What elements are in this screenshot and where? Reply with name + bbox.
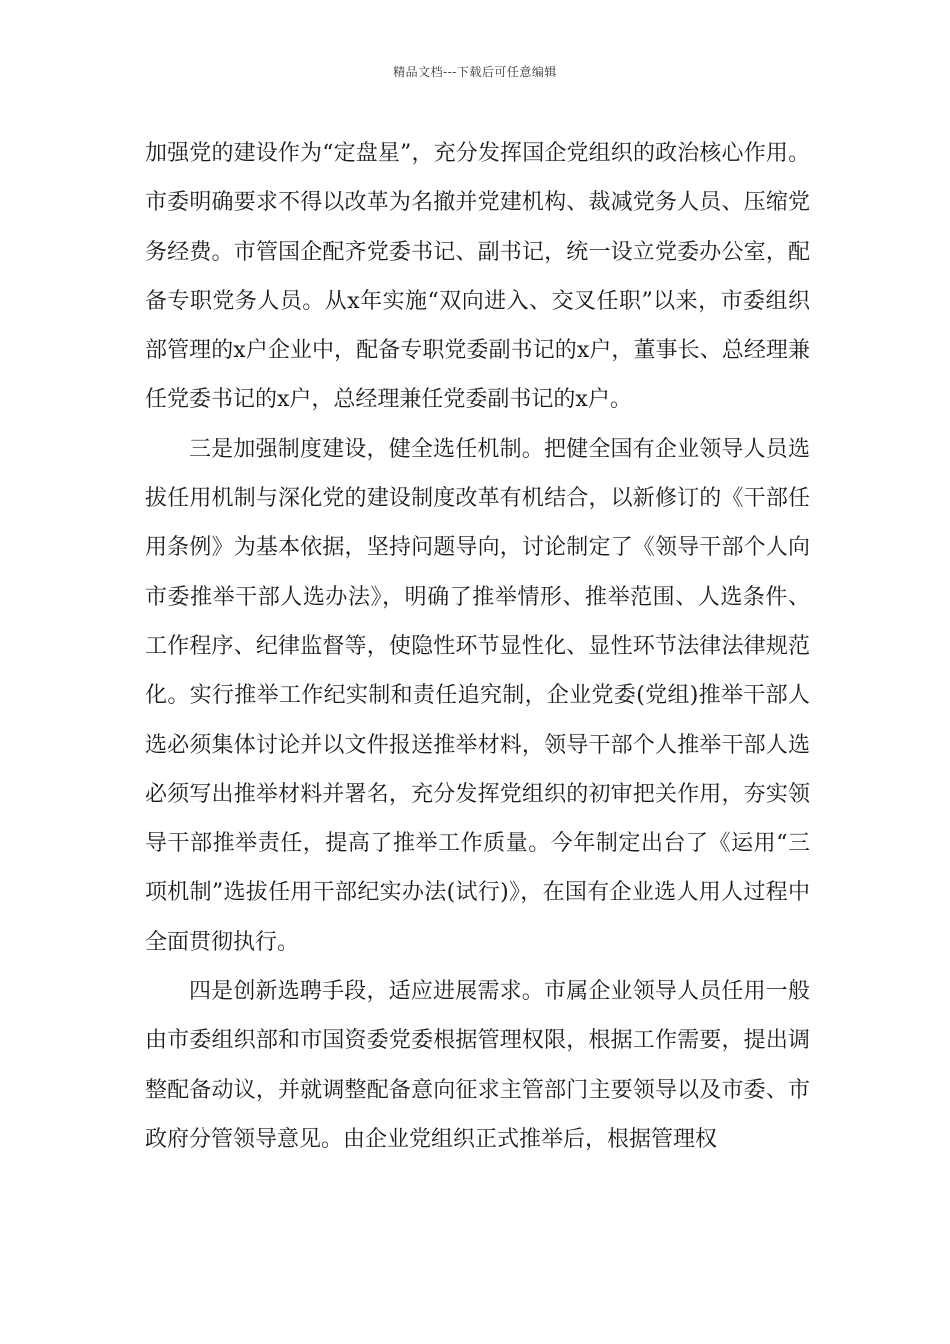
paragraph-institution-building: 三是加强制度建设，健全选任机制。把健全国有企业领导人员选拔任用机制与深化党的建设制度改革有机结合，以新修订的《干部任用条例》为基本依据，坚持问题导向，讨论制定了《领导干部个人向市委推举干部人选办法》，明确了推举情形、推举范围、人选条件、工作程序、纪律监督等，使隐性环节显性化、显性环节法律法律规范化。实行推举工作纪实制和责任追究制，企业党委(党组)推举干部人选必须集体讨论并以文件报送推举材料，领导干部个人推举干部人选必须写出推举材料并署名，充分发挥党组织的初审把关作用，夯实领导干部推举责任，提高了推举工作质量。今年制定出台了《运用“三项机制”选拔任用干部纪实办法(试行)》，在国有企业选人用人过程中全面贯彻执行。 bbox=[145, 436, 810, 955]
page-header: 精品文档---下载后可任意编辑 bbox=[393, 65, 557, 79]
document-body bbox=[145, 129, 810, 1164]
paragraph-party-building: 加强党的建设作为“定盘星”，充分发挥国企党组织的政治核心作用。市委明确要求不得以改革为名撤并党建机构、裁减党务人员、压缩党务经费。市管国企配齐党委书记、副书记，统一设立党委办公室，配备专职党务人员。从x年实施“双向进入、交叉任职”以来，市委组织部管理的x户企业中，配备专职党委副书记的x户，董事长、总经理兼任党委书记的x户，总经理兼任党委副书记的x户。 bbox=[145, 141, 810, 413]
paragraph-recruitment-innovation: 四是创新选聘手段，适应进展需求。市属企业领导人员任用一般由市委组织部和市国资委党委根据管理权限，根据工作需要，提出调整配备动议，并就调整配备意向征求主管部门主要领导以及市委、市政府分管领导意见。由企业党组织正式推举后，根据管理权 bbox=[145, 979, 810, 1152]
